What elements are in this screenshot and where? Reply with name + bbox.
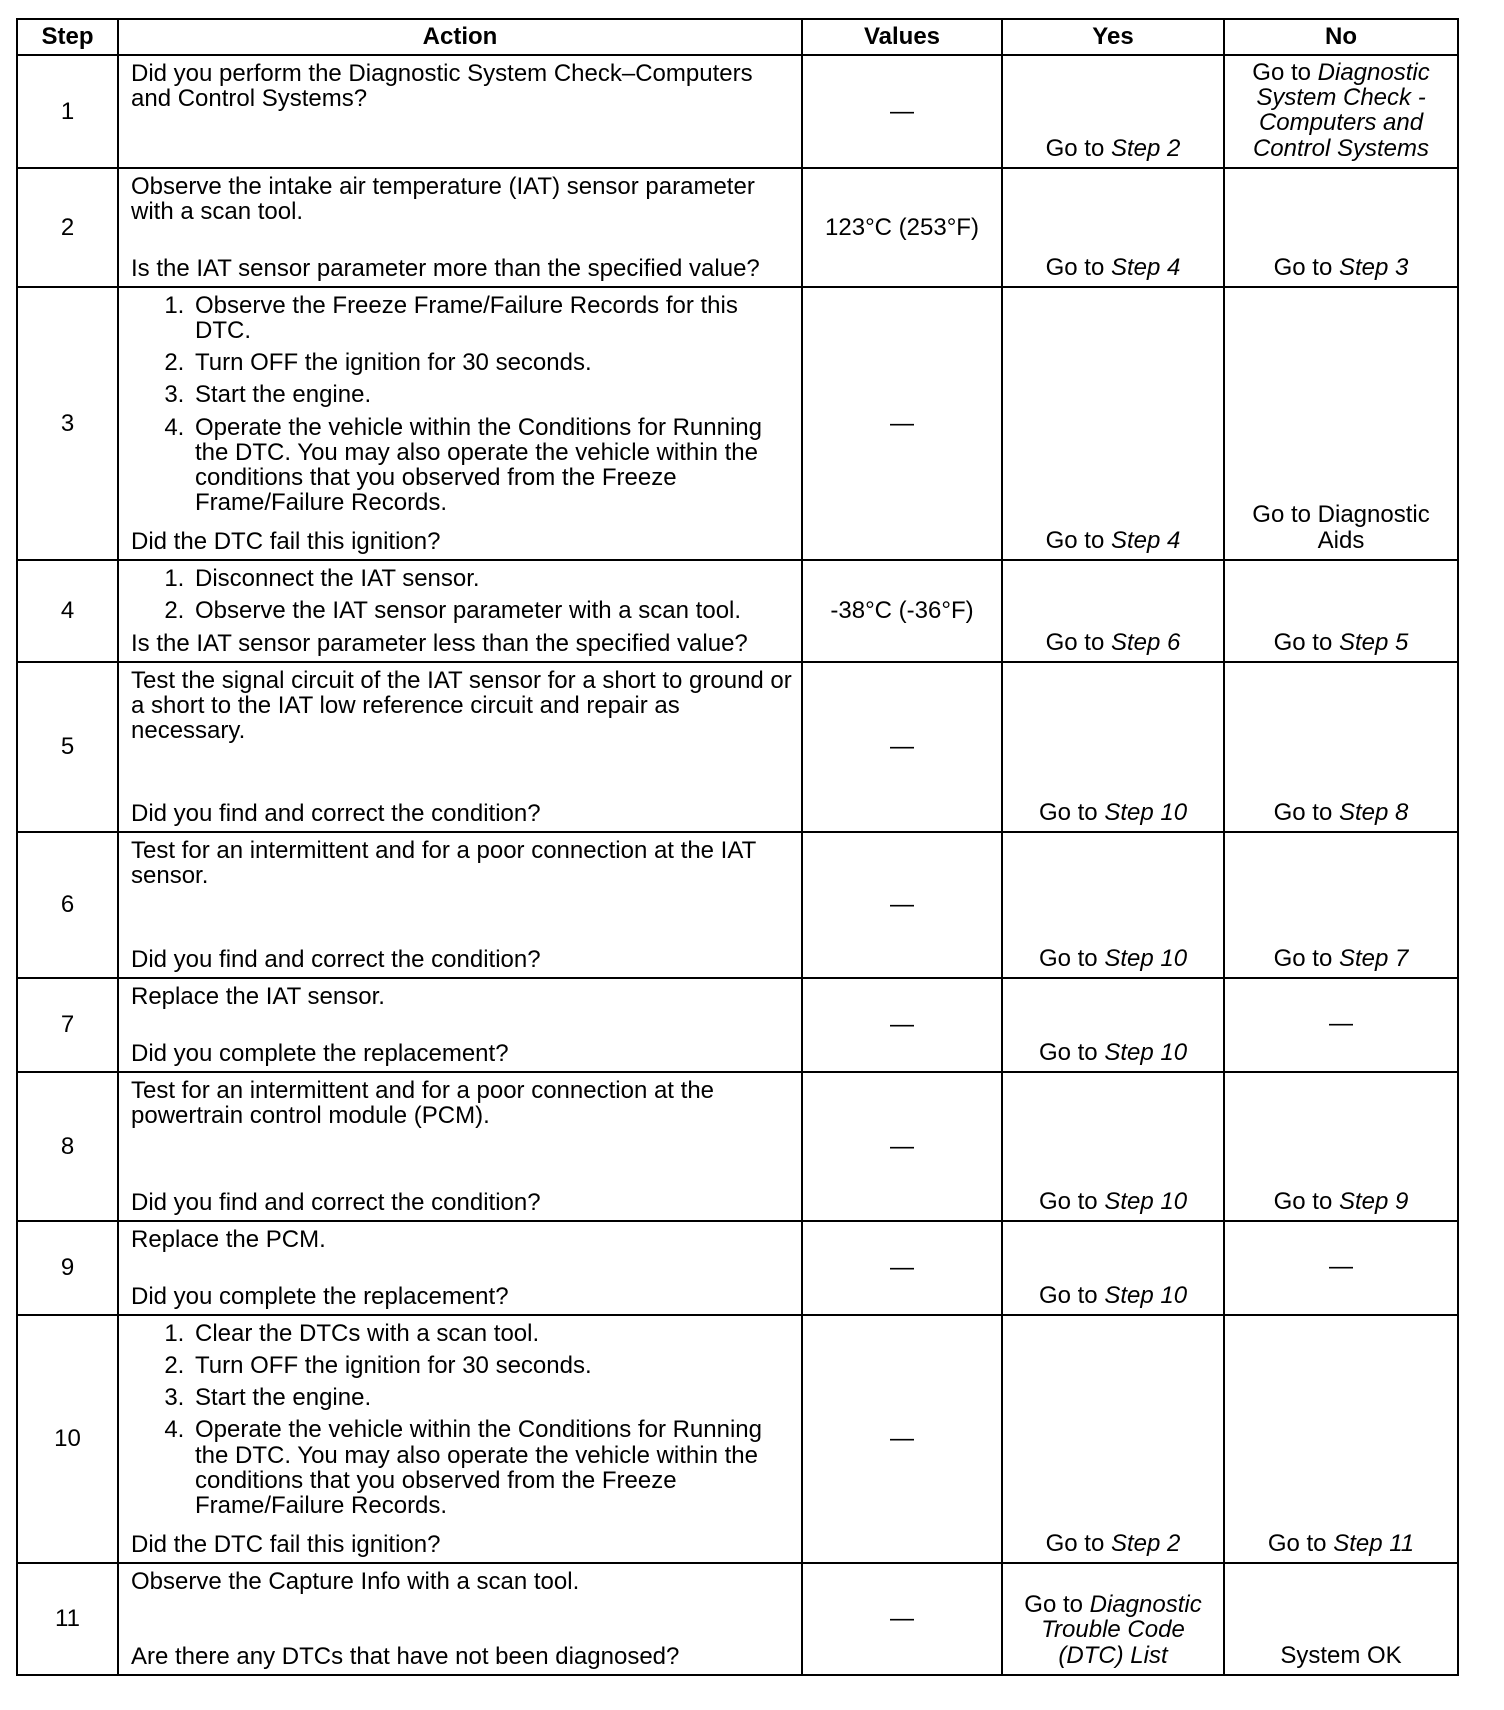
yes-link[interactable]: Diagnostic Trouble Code (DTC) List: [1041, 1591, 1202, 1669]
action-steps-list: [131, 566, 793, 623]
no-link[interactable]: Step 9: [1338, 1187, 1409, 1215]
no-prefix: —: [1329, 1010, 1353, 1038]
no-cell: [1224, 168, 1458, 287]
yes-link[interactable]: Step 10: [1104, 944, 1188, 972]
step-number: 1: [17, 55, 118, 168]
action-question: Did you find and correct the condition?: [131, 1188, 541, 1216]
yes-prefix: Go to: [1038, 1038, 1105, 1066]
action-text: Test for an intermittent and for a poor connection at the IAT sensor.: [131, 836, 756, 889]
no-cell: [1224, 287, 1458, 560]
value-cell: —: [802, 1315, 1002, 1563]
step-number: 10: [17, 1315, 118, 1563]
action-step-item: 3. Start the engine.: [191, 382, 793, 407]
no-link[interactable]: Step 3: [1338, 253, 1409, 281]
action-cell: [118, 978, 802, 1072]
action-question: Is the IAT sensor parameter less than the specified value?: [131, 629, 748, 657]
table-row: [17, 560, 1458, 662]
action-text: Test for an intermittent and for a poor connection at the powertrain control module (PCM).: [131, 1076, 715, 1129]
no-cell: [1224, 978, 1458, 1072]
header-action: Action: [118, 19, 802, 55]
no-cell: [1224, 1315, 1458, 1563]
action-step-item: 2. Observe the IAT sensor parameter with a scan tool.: [191, 598, 793, 623]
yes-cell: [1002, 560, 1224, 662]
yes-prefix: Go to: [1038, 798, 1105, 826]
yes-cell: [1002, 832, 1224, 978]
action-question: Is the IAT sensor parameter more than the specified value?: [131, 254, 760, 282]
yes-link[interactable]: Step 2: [1110, 134, 1181, 162]
no-prefix: Go to Diagnostic Aids: [1252, 501, 1430, 554]
action-steps-list: [131, 293, 793, 516]
yes-cell: [1002, 168, 1224, 287]
no-prefix: Go to: [1267, 1529, 1334, 1557]
yes-cell: [1002, 1563, 1224, 1675]
step-number: 7: [17, 978, 118, 1072]
action-question: Are there any DTCs that have not been diagnosed?: [131, 1642, 680, 1670]
action-step-item: 2. Turn OFF the ignition for 30 seconds.: [191, 350, 793, 375]
action-question: Did you find and correct the condition?: [131, 799, 541, 827]
no-cell: [1224, 662, 1458, 832]
action-cell: [118, 832, 802, 978]
table-row: [17, 1315, 1458, 1563]
table-row: [17, 662, 1458, 832]
action-step-item: 4. Operate the vehicle within the Conditions for Running the DTC. You may also operate the vehicle within the conditions that you observed from the Freeze Frame/Failure Records.: [191, 1417, 793, 1518]
header-yes: Yes: [1002, 19, 1224, 55]
action-step-item: 2. Turn OFF the ignition for 30 seconds.: [191, 1353, 793, 1378]
action-text: Did you perform the Diagnostic System Check–Computers and Control Systems?: [131, 60, 753, 113]
no-cell: [1224, 832, 1458, 978]
value-cell: —: [802, 55, 1002, 168]
action-cell: [118, 1315, 802, 1563]
header-no: No: [1224, 19, 1458, 55]
yes-prefix: Go to: [1045, 253, 1111, 281]
action-question: Did you find and correct the condition?: [131, 945, 541, 973]
yes-prefix: Go to: [1045, 1529, 1111, 1557]
value-cell: —: [802, 1563, 1002, 1675]
yes-prefix: Go to: [1045, 526, 1111, 554]
action-cell: [118, 287, 802, 560]
action-cell: [118, 1072, 802, 1221]
action-cell: [118, 55, 802, 168]
action-step-item: 4. Operate the vehicle within the Conditions for Running the DTC. You may also operate the vehicle within the conditions that you observed from the Freeze Frame/Failure Records.: [191, 415, 793, 516]
action-text: Observe the intake air temperature (IAT) sensor parameter with a scan tool.: [131, 172, 755, 225]
no-cell: [1224, 560, 1458, 662]
value-cell: —: [802, 662, 1002, 832]
action-step-item: 3. Start the engine.: [191, 1385, 793, 1410]
step-number: 6: [17, 832, 118, 978]
step-number: 8: [17, 1072, 118, 1221]
value-cell: —: [802, 832, 1002, 978]
step-number: 11: [17, 1563, 118, 1675]
no-prefix: Go to: [1273, 1187, 1339, 1215]
action-step-item: 1. Observe the Freeze Frame/Failure Records for this DTC.: [191, 293, 793, 343]
diagnostic-table: [16, 18, 1459, 1676]
action-question: Did the DTC fail this ignition?: [131, 1530, 441, 1558]
yes-link[interactable]: Step 10: [1104, 1281, 1188, 1309]
table-row: [17, 1221, 1458, 1315]
yes-link[interactable]: Step 4: [1110, 253, 1181, 281]
no-link[interactable]: Diagnostic System Check - Computers and Control Systems: [1252, 59, 1430, 162]
action-steps-list: [131, 1321, 793, 1518]
no-prefix: Go to: [1252, 59, 1318, 86]
action-cell: [118, 560, 802, 662]
no-prefix: Go to: [1273, 944, 1339, 972]
action-text: Test the signal circuit of the IAT sensor for a short to ground or a short to the IAT low reference circuit and repair as necessary.: [131, 666, 792, 745]
action-cell: [118, 168, 802, 287]
no-cell: [1224, 1563, 1458, 1675]
no-prefix: —: [1329, 1253, 1353, 1281]
yes-cell: [1002, 1072, 1224, 1221]
yes-cell: [1002, 978, 1224, 1072]
yes-link[interactable]: Step 6: [1110, 628, 1181, 656]
table-row: [17, 55, 1458, 168]
value-cell: —: [802, 1221, 1002, 1315]
no-link[interactable]: Step 8: [1338, 798, 1409, 826]
no-prefix: System OK: [1280, 1641, 1402, 1669]
table-row: [17, 1072, 1458, 1221]
action-step-item: 1. Disconnect the IAT sensor.: [191, 566, 793, 591]
action-cell: [118, 662, 802, 832]
step-number: 4: [17, 560, 118, 662]
yes-cell: [1002, 55, 1224, 168]
no-prefix: Go to: [1273, 628, 1339, 656]
yes-link[interactable]: Step 2: [1110, 1529, 1181, 1557]
action-text: Replace the IAT sensor.: [131, 982, 385, 1010]
yes-prefix: Go to: [1038, 944, 1105, 972]
no-link[interactable]: Step 5: [1338, 628, 1409, 656]
no-prefix: Go to: [1273, 798, 1339, 826]
table-row: [17, 287, 1458, 560]
yes-cell: [1002, 1315, 1224, 1563]
value-cell: —: [802, 1072, 1002, 1221]
yes-link[interactable]: Step 4: [1110, 526, 1181, 554]
header-step: Step: [17, 19, 118, 55]
header-values: Values: [802, 19, 1002, 55]
action-step-item: 1. Clear the DTCs with a scan tool.: [191, 1321, 793, 1346]
table-row: [17, 1563, 1458, 1675]
action-cell: [118, 1221, 802, 1315]
no-prefix: Go to: [1273, 253, 1339, 281]
yes-link[interactable]: Step 10: [1104, 798, 1188, 826]
table-row: [17, 978, 1458, 1072]
value-cell: —: [802, 978, 1002, 1072]
no-cell: [1224, 1221, 1458, 1315]
no-cell: [1224, 55, 1458, 168]
yes-cell: [1002, 287, 1224, 560]
table-row: [17, 832, 1458, 978]
yes-cell: [1002, 662, 1224, 832]
no-cell: [1224, 1072, 1458, 1221]
step-number: 2: [17, 168, 118, 287]
yes-prefix: Go to: [1045, 628, 1111, 656]
header-row: [17, 19, 1458, 55]
action-question: Did you complete the replacement?: [131, 1282, 509, 1310]
step-number: 3: [17, 287, 118, 560]
yes-prefix: Go to: [1024, 1591, 1090, 1619]
step-number: 9: [17, 1221, 118, 1315]
yes-prefix: Go to: [1045, 134, 1111, 162]
table-row: [17, 168, 1458, 287]
step-number: 5: [17, 662, 118, 832]
yes-link[interactable]: Step 10: [1104, 1038, 1188, 1066]
value-cell: -38°C (-36°F): [802, 560, 1002, 662]
value-cell: —: [802, 287, 1002, 560]
action-question: Did the DTC fail this ignition?: [131, 527, 441, 555]
action-text: Observe the Capture Info with a scan tool.: [131, 1567, 580, 1595]
yes-cell: [1002, 1221, 1224, 1315]
action-cell: [118, 1563, 802, 1675]
action-text: Replace the PCM.: [131, 1225, 326, 1253]
value-cell: 123°C (253°F): [802, 168, 1002, 287]
yes-link[interactable]: Step 10: [1104, 1187, 1188, 1215]
yes-prefix: Go to: [1038, 1281, 1105, 1309]
action-question: Did you complete the replacement?: [131, 1039, 509, 1067]
yes-prefix: Go to: [1038, 1187, 1105, 1215]
no-link[interactable]: Step 11: [1333, 1529, 1415, 1557]
no-link[interactable]: Step 7: [1338, 944, 1409, 972]
